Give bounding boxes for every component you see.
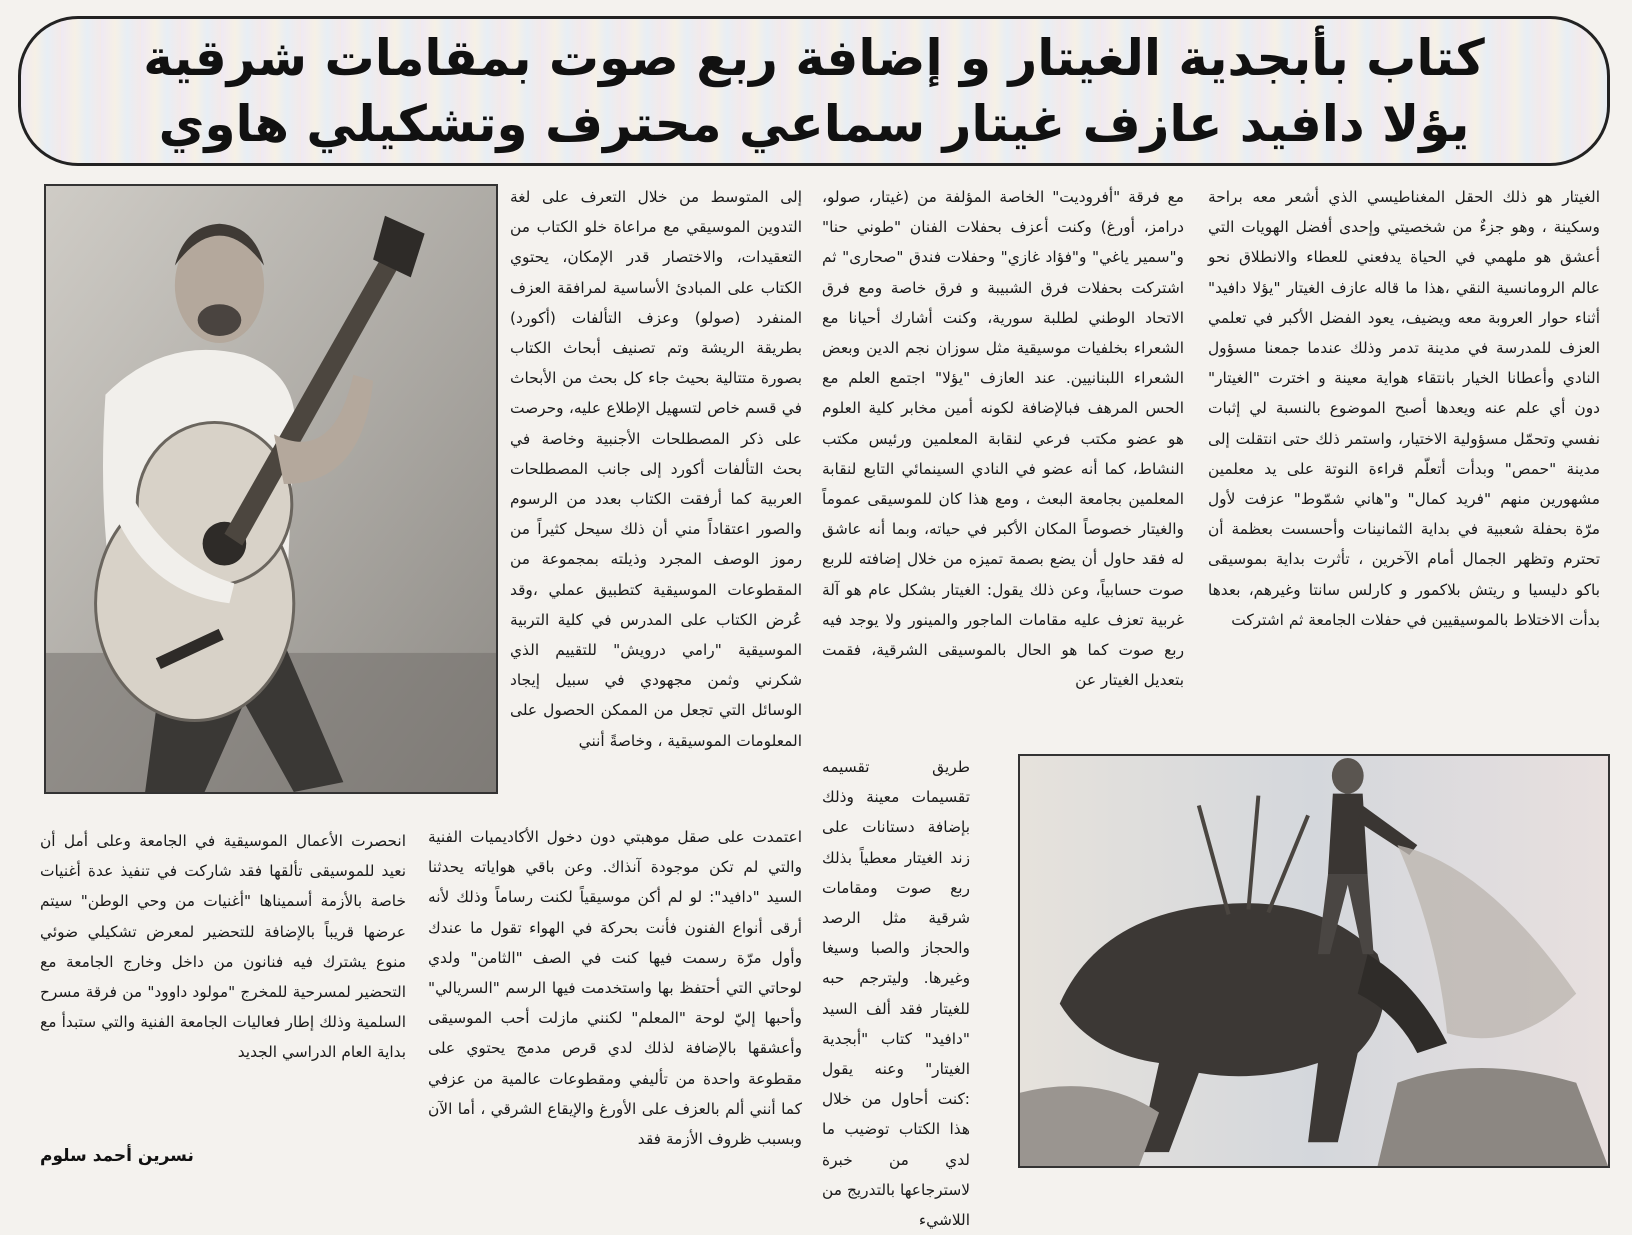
article-column-3-upper (510, 182, 802, 818)
article-column-closing (40, 826, 406, 1130)
article-column-narrow (822, 752, 970, 1230)
article-column-2 (822, 182, 1184, 752)
article-column-closing-text: انحصرت الأعمال الموسيقية في الجامعة وعلى أمل أن نعيد للموسيقى تألقها فقد شاركت في تنفيذ عدة أغنيات خاصة بالأزمة أسميناها "أغنيات من وحي الوطن" سيتم عرضها قريباً بالإضافة للتحضير لمعرض تشكيلي ضوئي منوع يشترك فيه فنانون من داخل وخارج الجامعة مع التحضير لمسرحية للمخرج "مولود داوود" من فرقة مسرح السلمية وذلك إطار فعاليات الجامعة الفنية والتي ستبدأ مع بداية العام الدراسي الجديد (40, 832, 406, 1062)
article-column-narrow-text: طريق تقسيمه تقسيمات معينة وذلك بإضافة دستانات على زند الغيتار معطياً بذلك ربع صوت ومقامات شرقية مثل الرصد والحجاز والصبا وسيغا وغيرها. وليترجم حبه للغيتار فقد ألف السيد "دافيد" كتاب "أبجدية الغيتار" وعنه يقول :كنت أحاول من خلال هذا الكتاب توضيب ما لدي من خبرة لاسترجاعها بالتدريج من اللاشيء (822, 758, 970, 1230)
article-column-1-text: الغيتار هو ذلك الحقل المغناطيسي الذي أشعر معه براحة وسكينة ، وهو جزءٌ من شخصيتي وإحدى أفضل الهويات التي أعشق هو ملهمي في الحياة يدفعني للعطاء والانطلاق نحو عالم الرومانسية النقي ،هذا ما قاله عازف الغيتار "يؤلا دافيد" أثناء حوار العروبة معه ويضيف، يعود الفضل الأكبر في تعلمي العزف للمدرسة في مدينة تدمر وذلك عندما جمعنا مسؤول النادي وأعطانا الخيار بانتقاء هواية معينة و اخترت "الغيتار" دون أي علم عنه ويعدها أصبح الموضوع بالنسبة لي إثبات نفسي وتحمّل مسؤولية الاختيار، واستمر ذلك حتى انتقلت إلى مدينة "حمص" وبدأت أتعلّم قراءة النوتة على يد معلمين مشهورين منهم "فريد كمال" و"هاني شمّوط" عزفت لأول مرّة بحفلة شعبية في بداية الثمانينات وأحسست بعظمة أن تحترم وتظهر الجمال أمام الآخرين ، تأثرت بداية بموسيقى باكو دليسيا و ريتش بلاكمور و كارلس سانتا وغيرهم، بعدها بدأت الاختلاط بالموسيقيين في حفلات الجامعة ثم اشتركت (1208, 188, 1600, 629)
bullfight-illustration (1020, 756, 1608, 1166)
headline-banner (18, 16, 1610, 166)
article-column-2-text: مع فرقة "أفروديت" الخاصة المؤلفة من (غيتار، صولو، درامز، أورغ) وكنت أعزف بحفلات الفنان "طوني حنا" و"سمير ياغي" و"فؤاد غازي" وحفلات فندق "صحارى" ثم اشتركت بحفلات فرق الشبيبة و فرق خاصة ومع فرق الاتحاد الوطني لطلبة سورية، وكنت أشارك أحيانا مع الشعراء بخلفيات موسيقية مثل سوزان نجم الدين وبعض الشعراء اللبنانيين. عند العازف "يؤلا" اجتمع العلم مع الحس المرهف فبالإضافة لكونه أمين مخابر كلية العلوم هو عضو مكتب فرعي لنقابة المعلمين ورئيس مكتب النشاط، كما أنه عضو في النادي السينمائي التابع لنقابة المعلمين بجامعة البعث ، ومع هذا كان للموسيقى عموماً والغيتار خصوصاً المكان الأكبر في حياته، وبما أنه عاشق له فقد حاول أن يضع بصمة تميزه من خلال إضافته للربع صوت حسابياً، وعن ذلك يقول: الغيتار بشكل عام هو آلة غربية تعزف عليه مقامات الماجور والمينور ولا يوجد فيه ربع صوت كما هو الحال بالموسيقى الشرقية، فقمت بتعديل الغيتار عن (822, 188, 1184, 690)
bullfight-painting (1018, 754, 1610, 1168)
article-column-1 (1208, 182, 1600, 738)
guitarist-photo (44, 184, 498, 794)
guitarist-illustration (46, 186, 496, 792)
headline-line-1: كتاب بأبجدية الغيتار و إضافة ربع صوت بمقامات شرقية (143, 29, 1485, 87)
headline-line-2: يؤلا دافيد عازف غيتار سماعي محترف وتشكيلي هاوي (158, 95, 1470, 153)
article-column-3-upper-text: إلى المتوسط من خلال التعرف على لغة التدوين الموسيقي مع مراعاة خلو الكتاب من التعقيدات، والاختصار قدر الإمكان، يحتوي الكتاب على المبادئ الأساسية لمرافقة العزف المنفرد (صولو) وعزف التألفات (أكورد) بطريقة الريشة وتم تصنيف أبحاث الكتاب بصورة متتالية بحيث جاء كل بحث من الأبحاث في قسم خاص لتسهيل الإطلاع عليه، وحرصت على ذكر المصطلحات الأجنبية وخاصة في بحث التألفات أكورد إلى جانب المصطلحات العربية كما أرفقت الكتاب بعدد من الرسوم والصور اعتقاداً مني أن ذلك سيحل كثيراً من رموز الوصف المجرد وذيلته بمجموعة من المقطوعات الموسيقية كتطبيق عملي ،وقد عُرض الكتاب على المدرس في كلية التربية الموسيقية "رامي درويش" للتقييم الذي شكرني وثمن مجهودي في سبيل إيجاد الوسائل التي تجعل من الممكن الحصول على المعلومات الموسيقية ، وخاصةً أنني (510, 188, 802, 750)
article-column-3-lower (428, 822, 802, 1184)
article-column-3-lower-text: اعتمدت على صقل موهبتي دون دخول الأكاديميات الفنية والتي لم تكن موجودة آنذاك. وعن باقي هواياته يحدثنا السيد "دافيد": لو لم أكن موسيقياً لكنت رساماً وذلك لأنه أرقى أنواع الفنون فأنت بحركة في الهواء تقول ما عندك وأول مرّة رسمت فيها كنت في الصف "الثامن" ولدي لوحاتي التي أحتفظ بها واستخدمت فيها الرسم "السريالي" وأحبها إليّ لوحة "المعلم" لكنني مازلت أحب الموسيقى وأعشقها بالإضافة لذلك لدي قرص مدمج يحتوي على مقطوعة واحدة من تأليفي ومقطوعات عالمية من عزفي كما أنني ألم بالعزف على الأورغ والإيقاع الشرقي ، أما الآن وبسبب ظروف الأزمة فقد (428, 828, 802, 1149)
author-byline: نسرين أحمد سلوم (40, 1146, 194, 1166)
